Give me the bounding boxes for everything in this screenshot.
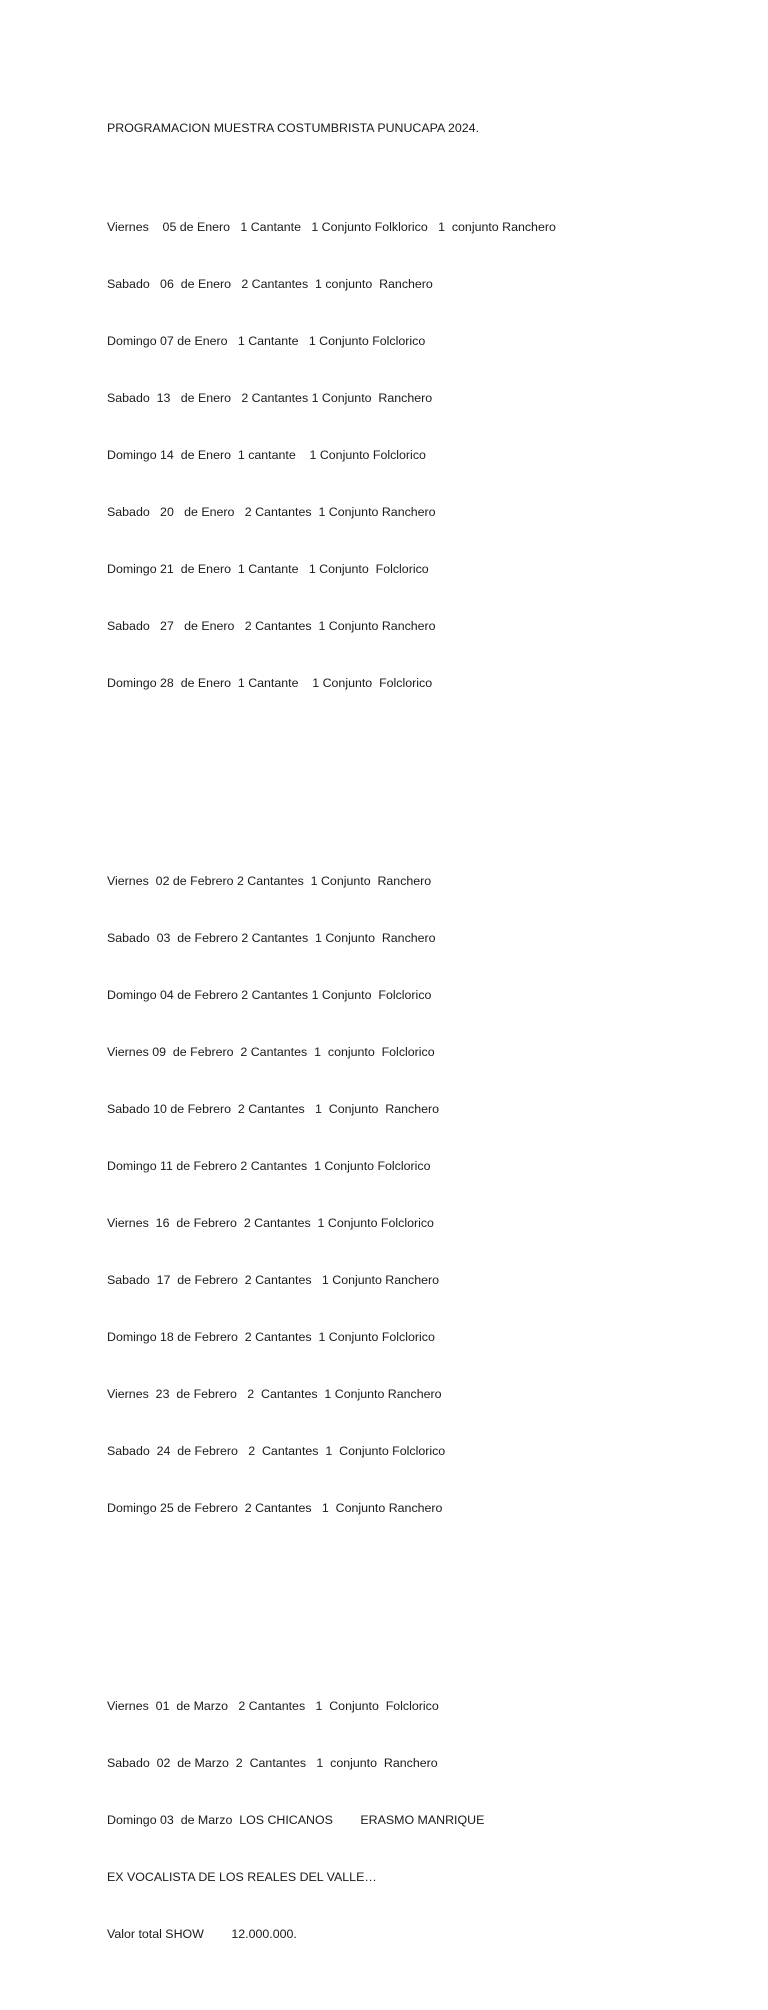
total-value-line: Valor total SHOW 12.000.000. <box>107 1927 297 1941</box>
schedule-line: Viernes 02 de Febrero 2 Cantantes 1 Conjunto Ranchero <box>107 874 432 888</box>
schedule-line: Sabado 24 de Febrero 2 Cantantes 1 Conjunto Folclorico <box>107 1444 446 1458</box>
schedule-line: Viernes 16 de Febrero 2 Cantantes 1 Conjunto Folclorico <box>107 1216 434 1230</box>
enero-schedule <box>107 190 747 731</box>
schedule-line: Viernes 05 de Enero 1 Cantante 1 Conjunto Folklorico 1 conjunto Ranchero <box>107 220 556 234</box>
schedule-line: Sabado 17 de Febrero 2 Cantantes 1 Conjunto Ranchero <box>107 1273 440 1287</box>
subtitle-line: EX VOCALISTA DE LOS REALES DEL VALLE… <box>107 1870 377 1884</box>
schedule-line: Sabado 20 de Enero 2 Cantantes 1 Conjunto Ranchero <box>107 505 436 519</box>
schedule-line: Sabado 03 de Febrero 2 Cantantes 1 Conjunto Ranchero <box>107 931 436 945</box>
schedule-line: Sabado 27 de Enero 2 Cantantes 1 Conjunto Ranchero <box>107 619 436 633</box>
schedule-line: Domingo 21 de Enero 1 Cantante 1 Conjunto Folclorico <box>107 562 429 576</box>
schedule-line: Sabado 10 de Febrero 2 Cantantes 1 Conjunto Ranchero <box>107 1102 440 1116</box>
schedule-line: Sabado 13 de Enero 2 Cantantes 1 Conjunto Ranchero <box>107 391 433 405</box>
document-title: PROGRAMACION MUESTRA COSTUMBRISTA PUNUCAPA 2024. <box>107 121 480 135</box>
schedule-line: Domingo 28 de Enero 1 Cantante 1 Conjunto Folclorico <box>107 676 433 690</box>
schedule-line: Domingo 14 de Enero 1 cantante 1 Conjunto Folclorico <box>107 448 426 462</box>
blank-line <box>107 773 747 802</box>
marzo-schedule <box>107 1669 747 1982</box>
schedule-line: Domingo 11 de Febrero 2 Cantantes 1 Conjunto Folclorico <box>107 1159 431 1173</box>
schedule-line: Domingo 25 de Febrero 2 Cantantes 1 Conjunto Ranchero <box>107 1501 443 1515</box>
schedule-line: Domingo 07 de Enero 1 Cantante 1 Conjunto Folclorico <box>107 334 426 348</box>
blank-line <box>107 1598 747 1627</box>
schedule-line: Viernes 01 de Marzo 2 Cantantes 1 Conjunto Folclorico <box>107 1699 439 1713</box>
schedule-line: Sabado 02 de Marzo 2 Cantantes 1 conjunto Ranchero <box>107 1756 438 1770</box>
schedule-line: Sabado 06 de Enero 2 Cantantes 1 conjunto Ranchero <box>107 277 433 291</box>
febrero-schedule <box>107 844 747 1556</box>
document-body <box>107 91 747 2010</box>
schedule-line: Domingo 04 de Febrero 2 Cantantes 1 Conjunto Folclorico <box>107 988 432 1002</box>
schedule-line: Viernes 23 de Febrero 2 Cantantes 1 Conjunto Ranchero <box>107 1387 442 1401</box>
schedule-line: Domingo 03 de Marzo LOS CHICANOS ERASMO MANRIQUE <box>107 1813 485 1827</box>
schedule-line: Domingo 18 de Febrero 2 Cantantes 1 Conjunto Folclorico <box>107 1330 435 1344</box>
schedule-line: Viernes 09 de Febrero 2 Cantantes 1 conjunto Folclorico <box>107 1045 435 1059</box>
